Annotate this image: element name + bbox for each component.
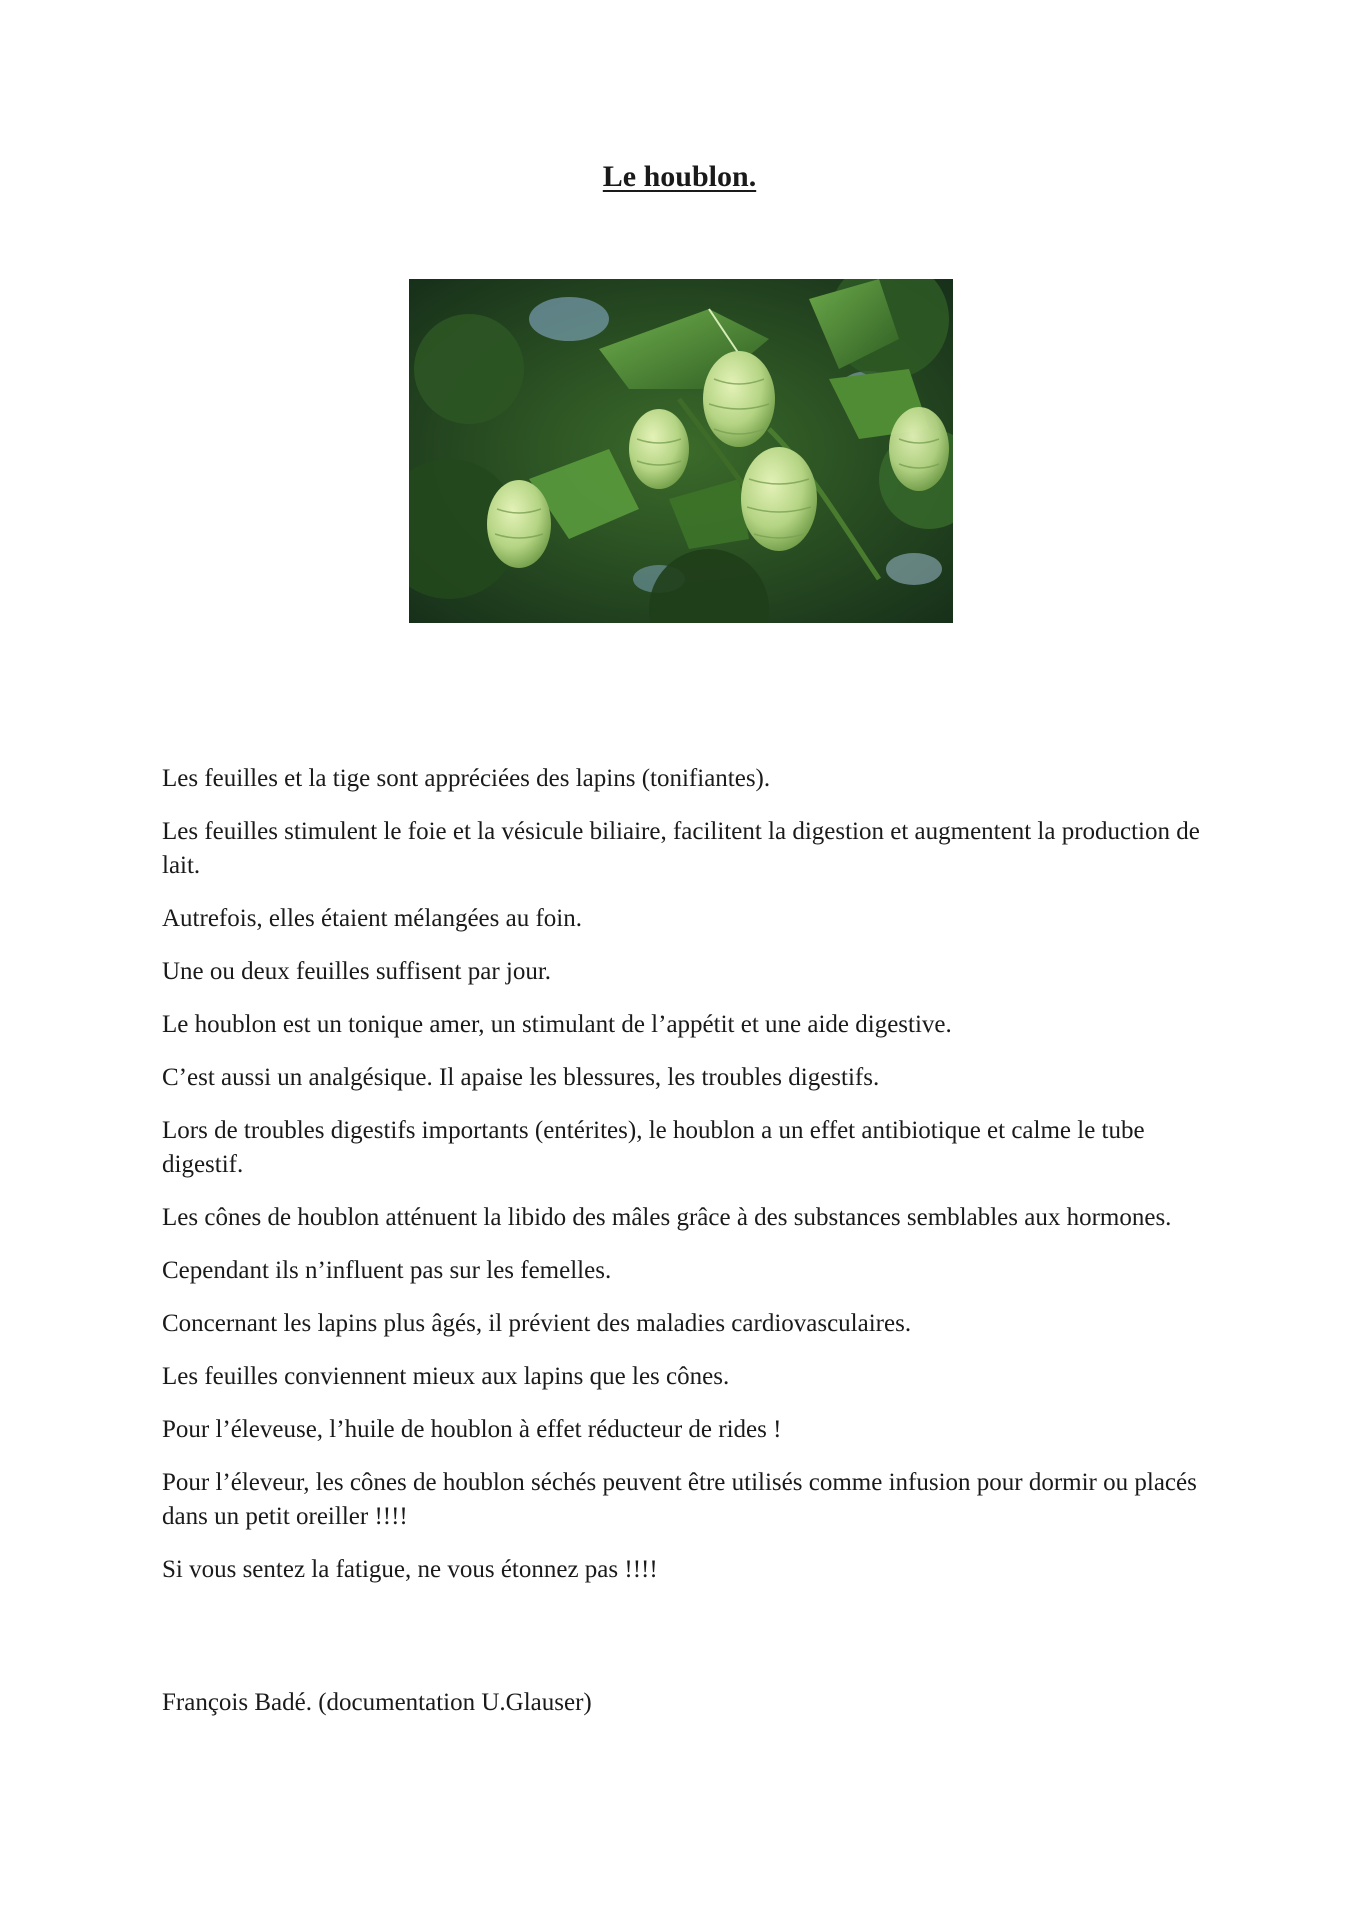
paragraph: Pour l’éleveur, les cônes de houblon séchés peuvent être utilisés comme infusion pour dormir ou placés dans un petit oreiller !!!! [162, 1469, 1197, 1530]
hops-photo [409, 279, 953, 623]
paragraph: Autrefois, elles étaient mélangées au foin. [162, 905, 582, 932]
paragraph: C’est aussi un analgésique. Il apaise les blessures, les troubles digestifs. [162, 1064, 880, 1091]
paragraph: Les feuilles conviennent mieux aux lapins que les cônes. [162, 1363, 730, 1390]
hops-plant-image [409, 279, 953, 623]
paragraph: Les feuilles et la tige sont appréciées des lapins (tonifiantes). [162, 765, 771, 792]
paragraph: Les feuilles stimulent le foie et la vésicule biliaire, facilitent la digestion et augmentent la production de lait. [162, 818, 1200, 879]
paragraph: Concernant les lapins plus âgés, il prévient des maladies cardiovasculaires. [162, 1310, 912, 1337]
paragraph: Si vous sentez la fatigue, ne vous étonnez pas !!!! [162, 1556, 658, 1583]
paragraph: Pour l’éleveuse, l’huile de houblon à effet réducteur de rides ! [162, 1416, 782, 1443]
paragraph: Cependant ils n’influent pas sur les femelles. [162, 1257, 612, 1284]
article-body [162, 762, 1222, 1606]
paragraph: Une ou deux feuilles suffisent par jour. [162, 958, 552, 985]
paragraph: Le houblon est un tonique amer, un stimulant de l’appétit et une aide digestive. [162, 1011, 952, 1038]
paragraph: Lors de troubles digestifs importants (entérites), le houblon a un effet antibiotique et calme le tube digestif. [162, 1117, 1145, 1178]
author-signature: François Badé. (documentation U.Glauser) [162, 1689, 592, 1716]
paragraph: Les cônes de houblon atténuent la libido des mâles grâce à des substances semblables aux hormones. [162, 1204, 1172, 1231]
page-title: Le houblon. [602, 160, 757, 193]
